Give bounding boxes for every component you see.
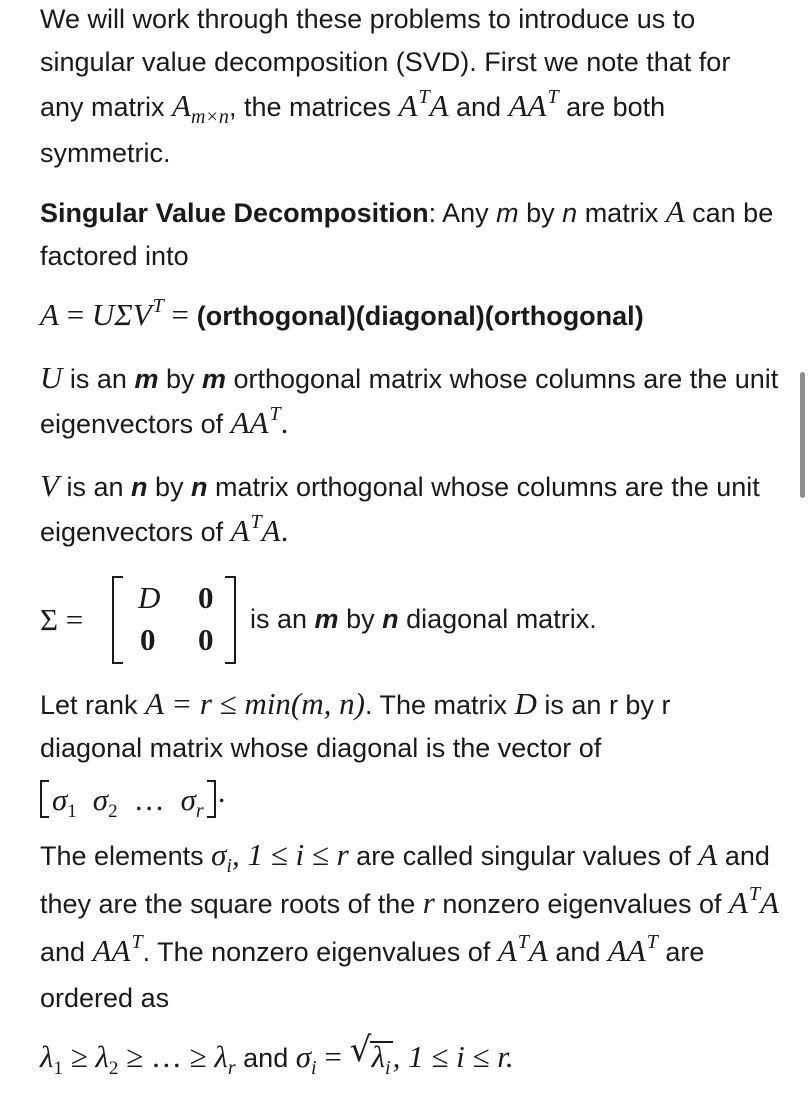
equals-sign: =: [58, 297, 92, 332]
math-transpose: T: [250, 511, 262, 533]
matrix-cell-zero: 0: [198, 622, 214, 657]
period: .: [280, 513, 289, 548]
math-subscript-i: i: [226, 855, 232, 877]
math-lambda: λ: [95, 1039, 109, 1074]
singular-text-5: . The nonzero eigenvalues of: [142, 937, 498, 967]
var-n: n: [562, 198, 578, 228]
matrix-cell-zero: 0: [140, 622, 156, 657]
matrix-cell-zero: 0: [198, 580, 214, 615]
intro-and: and: [448, 92, 509, 122]
math-lambda: λ: [214, 1039, 228, 1074]
math-A: A: [729, 885, 748, 920]
math-AA: AA: [92, 933, 131, 968]
math-transpose: T: [269, 403, 281, 425]
v-definition: [40, 464, 780, 557]
math-lambda: λ: [40, 1039, 54, 1074]
v-text-2: matrix orthogonal whose columns are the unit eigenvectors of: [40, 472, 760, 547]
var-m-bold: m: [134, 364, 159, 394]
sqrt-radical-icon: √: [349, 1030, 372, 1070]
var-m-bold: m: [201, 364, 226, 394]
math-transpose: T: [131, 931, 143, 953]
math-mxn-subscript: m×n: [190, 106, 229, 128]
svd-text-1: : Any: [428, 198, 497, 228]
math-AA: AA: [230, 405, 269, 440]
u-by: by: [158, 364, 202, 394]
singular-values-paragraph: [40, 833, 780, 1020]
eigenvalue-ordering: [40, 1030, 780, 1083]
var-n-bold: n: [382, 604, 399, 634]
subscript: 2: [108, 1058, 119, 1079]
math-A: A: [665, 194, 685, 229]
sigma-text-2: diagonal matrix.: [398, 604, 597, 634]
equals-sign: =: [316, 1039, 350, 1074]
rank-paragraph: [40, 682, 780, 822]
vertical-scrollbar[interactable]: [800, 372, 805, 498]
math-A: A: [429, 88, 449, 123]
intro-text-1: We will work through these problems to introduce us to singular value decomposition (SVD). First we note that for any matrix: [40, 4, 731, 122]
vector-subscript: 2: [108, 801, 118, 822]
math-transpose: T: [547, 86, 559, 108]
vector-ellipsis: …: [133, 782, 165, 817]
subscript: r: [227, 1057, 236, 1079]
var-n-bold: n: [191, 472, 208, 502]
v-text-1: is an: [58, 472, 131, 502]
math-sigma: σ: [211, 837, 227, 872]
sigma-by: by: [338, 604, 383, 634]
intro-text-3: are both symmetric.: [40, 92, 666, 168]
singular-text-3: and they are the square roots of the: [40, 841, 770, 919]
geq-sign: ≥: [62, 1039, 96, 1074]
period: .: [280, 405, 289, 440]
svd-heading: Singular Value Decomposition: [40, 198, 429, 228]
u-text-2: orthogonal matrix whose columns are the unit eigenvectors of: [40, 364, 779, 439]
math-transpose: T: [152, 295, 164, 317]
math-USV: UΣV: [91, 297, 152, 332]
square-root: [349, 1030, 393, 1083]
math-A: A: [172, 88, 191, 123]
vector-entry: σ: [180, 782, 196, 817]
factorization-equation: [40, 293, 780, 341]
subscript: i: [385, 1057, 391, 1079]
rank-text-1: Let rank: [40, 690, 146, 720]
factorization-rhs: (orthogonal)(diagonal)(orthogonal): [196, 301, 644, 331]
singular-text-6: are ordered as: [40, 937, 705, 1013]
subscript: i: [311, 1057, 317, 1079]
math-A: A: [698, 837, 718, 872]
singular-text-4: nonzero eigenvalues of: [434, 889, 730, 919]
vector-entry: σ: [92, 782, 109, 817]
sigma-description: [250, 598, 597, 641]
math-A: A: [760, 885, 780, 920]
singular-and: and: [547, 937, 608, 967]
sigma-lhs: Σ =: [40, 602, 84, 637]
math-transpose: T: [748, 883, 761, 905]
equals-sign: =: [163, 297, 197, 332]
math-U: U: [40, 360, 63, 395]
var-m-bold: m: [314, 604, 339, 634]
u-definition: [40, 356, 780, 449]
intro-paragraph: [40, 0, 780, 175]
math-transpose: T: [517, 931, 529, 953]
final-and: and: [235, 1043, 296, 1073]
singular-text-2: are called singular values of: [348, 841, 699, 871]
math-D: D: [514, 686, 537, 721]
rank-expression: A = r ≤ min(m, n): [145, 686, 365, 721]
math-A: A: [230, 513, 250, 548]
intro-text-2: , the matrices: [228, 92, 399, 122]
math-sigma: σ: [295, 1039, 312, 1074]
svd-by: by: [518, 198, 563, 228]
math-AA: AA: [607, 933, 646, 968]
svd-definition: [40, 190, 780, 278]
math-A: A: [261, 513, 281, 548]
math-transpose: T: [646, 931, 658, 953]
svd-text-3: can be factored into: [40, 198, 774, 271]
math-lambda: λ: [371, 1039, 385, 1074]
sigma-block-matrix: [112, 576, 236, 664]
math-A: A: [528, 933, 548, 968]
v-by: by: [147, 472, 192, 502]
math-r: r: [422, 885, 435, 920]
singular-text-1: The elements: [40, 841, 212, 871]
subscript: 1: [53, 1058, 63, 1079]
rank-text-3: is an r by r diagonal matrix whose diagonal is the vector of: [40, 690, 671, 763]
sigma-vector: [40, 780, 216, 822]
math-AA: AA: [508, 88, 547, 123]
vector-subscript: r: [195, 800, 204, 822]
math-A: A: [497, 933, 517, 968]
document-body: [40, 0, 780, 1098]
rank-text-2: . The matrix: [364, 690, 515, 720]
svd-text-2: matrix: [577, 198, 666, 228]
math-A: A: [40, 297, 59, 332]
sigma-definition: [40, 572, 780, 668]
vector-entry: σ: [52, 782, 68, 817]
var-n-bold: n: [130, 472, 148, 502]
geq-chain: ≥ … ≥: [118, 1039, 215, 1074]
u-text-1: is an: [62, 364, 135, 394]
math-V: V: [40, 468, 59, 503]
period: .: [217, 774, 226, 809]
vector-subscript: 1: [67, 801, 77, 822]
math-transpose: T: [418, 86, 430, 108]
matrix-cell-D: D: [138, 580, 161, 615]
index-range: , 1 ≤ i ≤ r: [231, 837, 349, 872]
sigma-text-1: is an: [250, 604, 315, 634]
singular-and: and: [40, 937, 93, 967]
var-m: m: [496, 198, 519, 228]
index-range: , 1 ≤ i ≤ r.: [392, 1039, 514, 1074]
math-A: A: [398, 88, 418, 123]
